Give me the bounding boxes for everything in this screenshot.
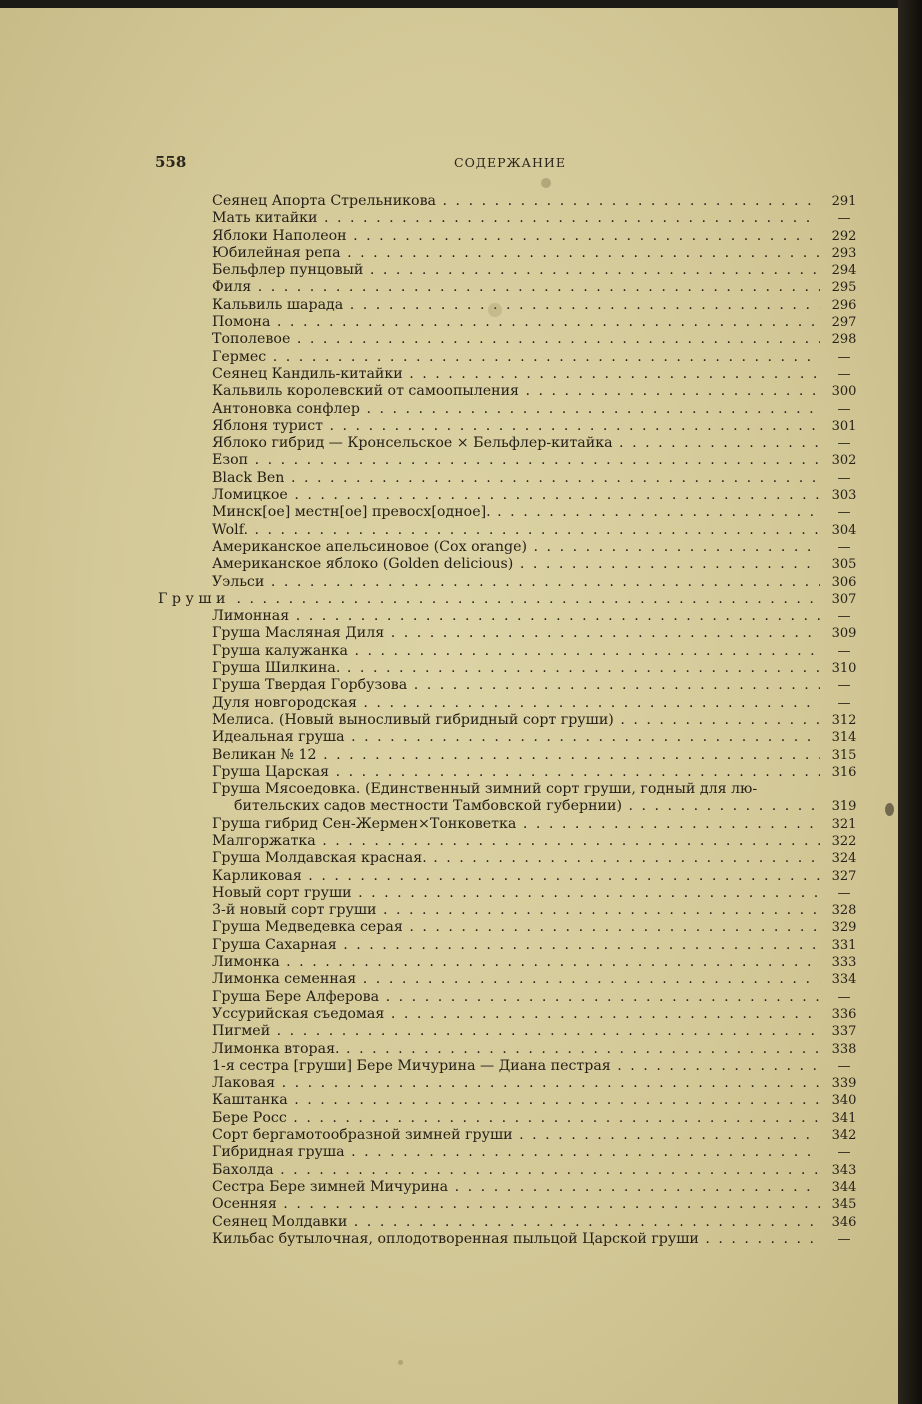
toc-entry-title: Лимонка . . .: [212, 954, 820, 971]
toc-entry-title: Груша гибрид Сен-Жермен×Тонковетка . . .: [212, 816, 820, 833]
toc-entry-page: 344: [831, 1179, 857, 1195]
paper-stain: [398, 1360, 403, 1365]
toc-entry-page: 303: [831, 488, 857, 504]
toc-entry-page: 338: [831, 1041, 857, 1057]
toc-entry: [0, 1110, 898, 1127]
toc-entry-title: Бере Росс . . .: [212, 1110, 820, 1127]
toc-entry-page: 346: [831, 1214, 857, 1230]
toc-entry-title: Сорт бергамотообразной зимней груши . . .: [212, 1127, 820, 1144]
toc-entry: [0, 937, 898, 954]
toc-entry: [0, 971, 898, 988]
toc-entry-page: 306: [831, 574, 857, 590]
toc-entry-page: 307: [831, 591, 857, 607]
toc-entry-title: 1-я сестра [груши] Бере Мичурина — Диана пестрая . . .: [212, 1058, 820, 1075]
toc-entry-page: —: [837, 678, 851, 694]
toc-entry-title: Лимонка вторая. . . .: [212, 1041, 820, 1058]
toc-entry: [0, 210, 898, 227]
paper-stain: [488, 303, 502, 317]
toc-entry: [0, 989, 898, 1006]
toc-entry-title: Кальвиль шарада . . .: [212, 297, 820, 314]
toc-entry-page: 310: [831, 661, 857, 677]
toc-entry-page: —: [837, 505, 851, 521]
toc-entry-page: 345: [831, 1197, 857, 1213]
toc-entry-title: Дуля новгородская . . .: [212, 695, 820, 712]
toc-entry-title: Яблоки Наполеон . . .: [212, 228, 820, 245]
toc-entry-page: 291: [831, 194, 857, 209]
toc-entry-title: Идеальная груша . . .: [212, 729, 820, 746]
toc-entry-page: 298: [831, 332, 857, 348]
toc-entry: [0, 1058, 898, 1075]
toc-entry-title: Груша калужанка . . .: [212, 643, 820, 660]
toc-entry-page: —: [837, 211, 851, 227]
toc-entry-title: Груша Шилкина. . . .: [212, 660, 820, 677]
toc-entry: [0, 677, 898, 694]
toc-entry-page: —: [837, 349, 851, 365]
toc-entry: [0, 1092, 898, 1109]
toc-entry: [0, 868, 898, 885]
toc-entry-title: Груша Масляная Диля . . .: [212, 625, 820, 642]
toc-entry: [0, 885, 898, 902]
toc-entry-title: Американское апельсиновое (Cox orange) . . .: [212, 539, 820, 556]
toc-entry-title: Великан № 12 . . .: [212, 747, 820, 764]
toc-entry-title: Black Ben . . .: [212, 470, 820, 487]
toc-entry: [0, 487, 898, 504]
toc-entry-title: Кальвиль королевский от самоопыления . . .: [212, 383, 820, 400]
toc-entry: [0, 452, 898, 469]
toc-entry-page: —: [837, 539, 851, 555]
toc-entry-title: 3-й новый сорт груши . . .: [212, 902, 820, 919]
toc-entry-title: Груша Сахарная . . .: [212, 937, 820, 954]
toc-entry: [0, 729, 898, 746]
toc-entry-page: 301: [831, 418, 857, 434]
toc-entry-title: Каштанка . . .: [212, 1092, 820, 1109]
toc-entry: [0, 1162, 898, 1179]
toc-entry: [0, 816, 898, 833]
toc-entry-title: Лимонная . . .: [212, 608, 820, 625]
toc-entry-page: 297: [831, 315, 857, 331]
toc-entry: [0, 1179, 898, 1196]
toc-entry-page: 343: [831, 1162, 857, 1178]
toc-entry-title: [212, 781, 820, 816]
toc-entry-title: Карликовая . . .: [212, 868, 820, 885]
toc-entry: [0, 1214, 898, 1231]
toc-entry-page: 296: [831, 297, 857, 313]
toc-entry-title: Яблоко гибрид — Кронсельское × Бельфлер-китайка . . .: [212, 435, 820, 452]
toc-entry-title: Бельфлер пунцовый . . .: [212, 262, 820, 279]
toc-entry-page: 300: [831, 384, 857, 400]
toc-entry-page: 294: [831, 263, 857, 279]
toc-entry-title: Груши . . .: [158, 591, 820, 608]
toc-entry-title: Сеянец Кандиль-китайки . . .: [212, 366, 820, 383]
toc-entry: [0, 418, 898, 435]
toc-entry-page: 333: [831, 955, 857, 971]
toc-entry: [0, 608, 898, 625]
toc-entry-title: Осенняя . . .: [212, 1196, 820, 1213]
toc-entry-page: 329: [831, 920, 857, 936]
toc-entry-title: Тополевое . . .: [212, 331, 820, 348]
toc-entry-page: —: [837, 470, 851, 486]
toc-entry-page: 321: [831, 816, 857, 832]
toc-entry: [0, 331, 898, 348]
paper-stain: [541, 178, 551, 188]
toc-entry-title: Новый сорт груши . . .: [212, 885, 820, 902]
toc-entry: [0, 349, 898, 366]
toc-entry-page: 304: [831, 522, 857, 538]
toc-entry: [0, 366, 898, 383]
toc-entry: [0, 1127, 898, 1144]
toc-entry: [0, 245, 898, 262]
toc-entry: [0, 660, 898, 677]
paper-stain: [885, 803, 894, 816]
toc-entry-title: Американское яблоко (Golden delicious) . . .: [212, 556, 820, 573]
toc-entry: [0, 228, 898, 245]
toc-entry-title: Езоп . . .: [212, 452, 820, 469]
toc-entry-title: Антоновка сонфлер . . .: [212, 401, 820, 418]
toc-entry-page: —: [837, 885, 851, 901]
toc-entry: [0, 297, 898, 314]
toc-entry-title: Бахолда . . .: [212, 1162, 820, 1179]
toc-entry: [0, 1041, 898, 1058]
book-page: [0, 8, 898, 1404]
toc-entry-title-line1: Груша Мясоедовка. (Единственный зимний сорт груши, годный для лю-: [212, 781, 758, 798]
toc-entry-title: Филя . . .: [212, 279, 820, 296]
toc-entry-page: 342: [831, 1128, 857, 1144]
toc-entry-page: 292: [831, 228, 857, 244]
toc-entry-title-line2: бительских садов местности Тамбовской губернии) . . .: [212, 798, 820, 815]
toc-entry-title: Минск[ое] местн[ое] превосх[одное]. . . .: [212, 504, 820, 521]
toc-entry: [0, 262, 898, 279]
toc-entry-title: Wolf. . . .: [212, 522, 820, 539]
toc-entry: [0, 625, 898, 642]
toc-entry-page: 309: [831, 626, 857, 642]
toc-entry-page: 336: [831, 1006, 857, 1022]
toc-entry-title: Гермес . . .: [212, 349, 820, 366]
toc-entry: [0, 833, 898, 850]
table-of-contents: [0, 193, 898, 1248]
toc-entry-page: 339: [831, 1076, 857, 1092]
toc-entry: [0, 902, 898, 919]
toc-entry: [0, 712, 898, 729]
toc-entry-page: —: [837, 1058, 851, 1074]
toc-entry-title: Груша Молдавская красная. . . .: [212, 850, 820, 867]
toc-entry-page: 337: [831, 1024, 857, 1040]
toc-entry: [0, 919, 898, 936]
toc-entry-page: 340: [831, 1093, 857, 1109]
toc-entry-title: Груша Твердая Горбузова . . .: [212, 677, 820, 694]
toc-entry: [0, 1231, 898, 1248]
toc-entry-page: —: [837, 643, 851, 659]
toc-entry-title: Уэльси . . .: [212, 574, 820, 591]
toc-entry-page: —: [837, 1231, 851, 1247]
toc-entry-page: —: [837, 1145, 851, 1161]
toc-entry-page: 314: [831, 730, 857, 746]
toc-entry-title: Сеянец Молдавки . . .: [212, 1214, 820, 1231]
toc-entry-page: 334: [831, 972, 857, 988]
toc-entry-page: 341: [831, 1110, 857, 1126]
toc-entry: [0, 695, 898, 712]
toc-section-heading: [0, 591, 898, 608]
toc-entry: [0, 504, 898, 521]
toc-entry-page: —: [837, 989, 851, 1005]
page-number: 558: [155, 153, 187, 171]
toc-entry-title: Сестра Бере зимней Мичурина . . .: [212, 1179, 820, 1196]
toc-entry-page: —: [837, 366, 851, 382]
toc-entry-page: 324: [831, 851, 857, 867]
toc-entry-title: Мать китайки . . .: [212, 210, 820, 227]
running-title: СОДЕРЖАНИЕ: [454, 155, 566, 170]
toc-entry-title: Сеянец Апорта Стрельникова . . .: [212, 193, 820, 210]
toc-entry-title: Груша Медведевка серая . . .: [212, 919, 820, 936]
toc-entry-title: Юбилейная репа . . .: [212, 245, 820, 262]
toc-entry: [0, 401, 898, 418]
toc-entry-page: —: [837, 695, 851, 711]
toc-entry-page: 328: [831, 903, 857, 919]
toc-entry-title: Лимонка семенная . . .: [212, 971, 820, 988]
toc-entry-page: 295: [831, 280, 857, 296]
toc-entry: [0, 747, 898, 764]
toc-entry: [0, 1196, 898, 1213]
toc-entry-page: 322: [831, 833, 857, 849]
toc-entry-title: Груша Бере Алферова . . .: [212, 989, 820, 1006]
toc-entry-page: 302: [831, 453, 857, 469]
toc-entry-title: Уссурийская съедомая . . .: [212, 1006, 820, 1023]
toc-entry-title: Помона . . .: [212, 314, 820, 331]
toc-entry-title: Груша Царская . . .: [212, 764, 820, 781]
toc-entry-title: Кильбас бутылочная, оплодотворенная пыльцой Царской груши . . .: [212, 1231, 820, 1248]
toc-entry-title: Гибридная груша . . .: [212, 1144, 820, 1161]
toc-entry-title: Яблоня турист . . .: [212, 418, 820, 435]
toc-entry-title: Пигмей . . .: [212, 1023, 820, 1040]
toc-entry: [0, 574, 898, 591]
toc-entry: [0, 1075, 898, 1092]
toc-entry: [0, 383, 898, 400]
toc-entry: [0, 1144, 898, 1161]
toc-entry-page: —: [837, 436, 851, 452]
toc-entry: [0, 556, 898, 573]
toc-entry-page: —: [837, 401, 851, 417]
toc-entry-page: 312: [831, 712, 857, 728]
toc-entry-page: 315: [831, 747, 857, 763]
toc-entry-page: 293: [831, 245, 857, 261]
toc-entry: [0, 643, 898, 660]
page-header: [0, 153, 898, 173]
toc-entry-title: Малгоржатка . . .: [212, 833, 820, 850]
toc-entry: [0, 954, 898, 971]
toc-entry-title: Ломицкое . . .: [212, 487, 820, 504]
toc-entry: [0, 1006, 898, 1023]
toc-entry: [0, 764, 898, 781]
toc-entry-title: Мелиса. (Новый выносливый гибридный сорт груши) . . .: [212, 712, 820, 729]
toc-entry: [0, 522, 898, 539]
toc-entry: [0, 781, 898, 816]
toc-entry: [0, 539, 898, 556]
toc-entry: [0, 1023, 898, 1040]
toc-entry: [0, 193, 898, 210]
page-edge-shadow: [898, 0, 922, 1404]
toc-entry-page: 319: [831, 799, 857, 815]
toc-entry: [0, 314, 898, 331]
toc-entry: [0, 435, 898, 452]
toc-entry: [0, 850, 898, 867]
toc-entry: [0, 470, 898, 487]
toc-entry: [0, 279, 898, 296]
toc-entry-page: 316: [831, 764, 857, 780]
toc-entry-title: Лаковая . . .: [212, 1075, 820, 1092]
toc-entry-page: 331: [831, 937, 857, 953]
toc-entry-page: 327: [831, 868, 857, 884]
toc-entry-page: —: [837, 609, 851, 625]
toc-entry-page: 305: [831, 557, 857, 573]
